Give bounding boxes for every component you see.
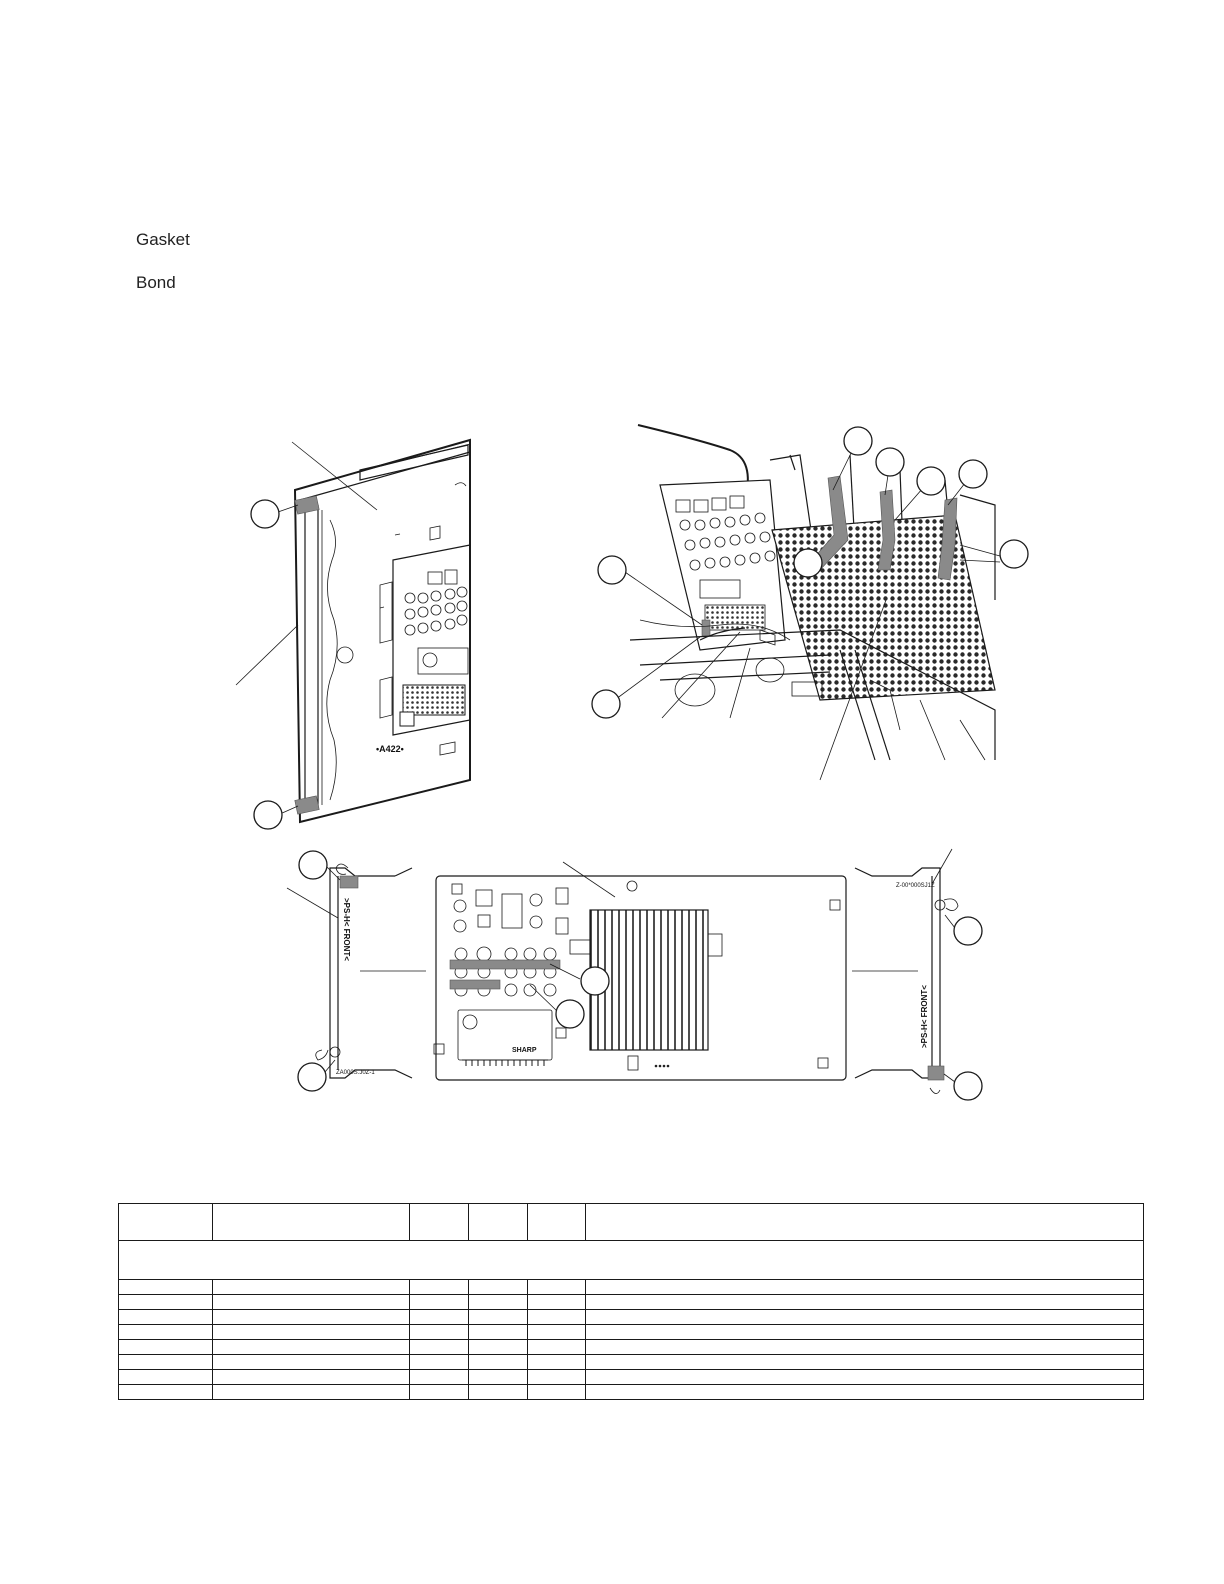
table-cell [586,1325,1144,1340]
table-header-row [119,1204,1144,1241]
table-cell [410,1340,469,1355]
table-cell [469,1325,528,1340]
table-cell [410,1370,469,1385]
table-header-cell [119,1204,213,1241]
gasket-tape-bottom [295,796,319,814]
table-cell [213,1295,410,1310]
callout-circle [954,1072,982,1100]
table-cell [213,1280,410,1295]
table-cell [213,1370,410,1385]
table-cell [119,1370,213,1385]
gasket-tape [340,876,358,888]
callout-circle [959,460,987,488]
table-cell [586,1340,1144,1355]
callout-circle [917,467,945,495]
table-cell [586,1295,1144,1310]
table-cell [586,1280,1144,1295]
callout-circle [1000,540,1028,568]
rear-view-figure [236,440,470,829]
table-row [119,1295,1144,1310]
table-cell [410,1310,469,1325]
callout-circle [954,917,982,945]
table-cell [528,1310,586,1325]
table-cell [469,1280,528,1295]
table-cell [528,1325,586,1340]
callout-circle [598,556,626,584]
table-header-cell [586,1204,1144,1241]
table-cell [119,1280,213,1295]
bond-tape [450,980,500,989]
callout-circle [251,500,279,528]
table-cell [528,1355,586,1370]
table-cell [213,1340,410,1355]
bond-tape-small [702,620,710,636]
table-header-cell [410,1204,469,1241]
legend-bond-label: Bond [136,273,176,292]
table-cell [213,1355,410,1370]
table-cell [528,1385,586,1400]
table-cell [586,1385,1144,1400]
table-cell [586,1310,1144,1325]
table-cell [410,1355,469,1370]
table-header-cell [213,1204,410,1241]
callout-circle [298,1063,326,1091]
sharp-logo-text: SHARP [512,1047,537,1054]
table-cell [586,1355,1144,1370]
table-cell [119,1340,213,1355]
table-cell [469,1295,528,1310]
table-row [119,1280,1144,1295]
callout-circle [794,549,822,577]
table-section-cell [119,1241,1144,1280]
exploded-view-figure [287,849,982,1100]
table-row [119,1325,1144,1340]
table-cell [410,1280,469,1295]
parts-table [118,1203,1144,1400]
table-header-cell [528,1204,586,1241]
table-header-cell [469,1204,528,1241]
callout-circle [592,690,620,718]
table-cell [410,1385,469,1400]
table-row [119,1370,1144,1385]
table-cell [528,1295,586,1310]
table-cell [528,1280,586,1295]
bracket-left-side-text: >PS-H< FRONT< [342,898,351,961]
callout-circle [876,448,904,476]
callout-circle [844,427,872,455]
callout-circle [254,801,282,829]
table-cell [469,1340,528,1355]
bond-tape [450,960,560,969]
bracket-right-side-text: >PS-H< FRONT< [920,985,929,1048]
callout-circle [581,967,609,995]
table-cell [469,1385,528,1400]
table-cell [119,1355,213,1370]
table-cell [119,1325,213,1340]
table-cell [213,1325,410,1340]
perspective-view-figure [592,425,1028,780]
table-row [119,1310,1144,1325]
table-row [119,1355,1144,1370]
table-row [119,1385,1144,1400]
board-marking-text: •A422• [376,744,404,754]
gasket-tape-top [295,496,319,514]
table-cell [410,1325,469,1340]
table-cell [119,1310,213,1325]
bracket-right-marking: Z-00*000SJ1Z [896,883,935,889]
table-cell [119,1295,213,1310]
table-cell [410,1295,469,1310]
bracket-left-marking: ZA000S.J0Z-1 [336,1070,375,1076]
table-cell [469,1370,528,1385]
table-row [119,1340,1144,1355]
table-cell [119,1385,213,1400]
table-cell [213,1310,410,1325]
table-cell [469,1355,528,1370]
gasket-tape [928,1066,944,1080]
callout-circle [299,851,327,879]
table-cell [586,1370,1144,1385]
table-cell [213,1385,410,1400]
table-cell [528,1370,586,1385]
table-cell [469,1310,528,1325]
table-cell [528,1340,586,1355]
legend-gasket-label: Gasket [136,230,190,249]
callout-circle [556,1000,584,1028]
table-section-row [119,1241,1144,1280]
